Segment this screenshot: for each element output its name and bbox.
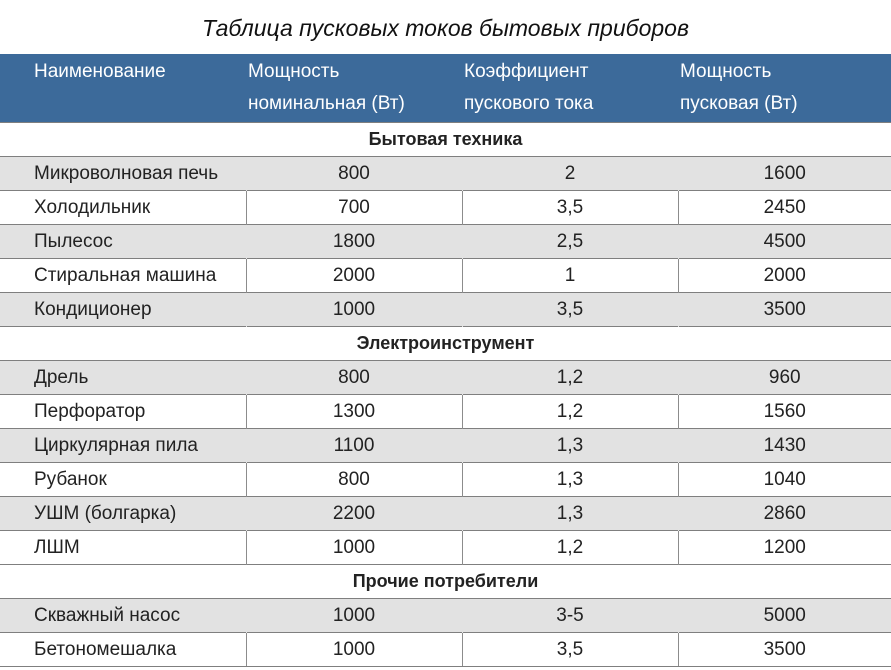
cell-name: Дрель	[0, 360, 246, 394]
header-starting-power	[678, 54, 891, 122]
header-nominal-power-line1: Мощность	[248, 61, 340, 82]
table-row	[0, 190, 891, 224]
section-label: Электроинструмент	[0, 326, 891, 360]
header-name	[0, 54, 246, 122]
table-body	[0, 122, 891, 666]
cell-nominal-power: 800	[246, 462, 462, 496]
table-row	[0, 156, 891, 190]
cell-coefficient: 3,5	[462, 632, 678, 666]
cell-name: Скважный насос	[0, 598, 246, 632]
section-row	[0, 122, 891, 156]
cell-nominal-power: 2200	[246, 496, 462, 530]
cell-coefficient: 1,3	[462, 496, 678, 530]
cell-coefficient: 3-5	[462, 598, 678, 632]
header-inrush-coefficient-line2: пускового тока	[464, 93, 594, 114]
cell-coefficient: 2,5	[462, 224, 678, 258]
cell-name: УШМ (болгарка)	[0, 496, 246, 530]
table-row	[0, 598, 891, 632]
table-row	[0, 428, 891, 462]
cell-nominal-power: 800	[246, 156, 462, 190]
section-label: Прочие потребители	[0, 564, 891, 598]
table-row	[0, 360, 891, 394]
cell-coefficient: 2	[462, 156, 678, 190]
cell-starting-power: 1560	[678, 394, 891, 428]
table-header	[0, 54, 891, 122]
cell-starting-power: 960	[678, 360, 891, 394]
table-row	[0, 462, 891, 496]
table-row	[0, 632, 891, 666]
header-nominal-power	[246, 54, 462, 122]
cell-nominal-power: 1000	[246, 292, 462, 326]
cell-coefficient: 1,3	[462, 462, 678, 496]
cell-coefficient: 1,2	[462, 394, 678, 428]
cell-nominal-power: 800	[246, 360, 462, 394]
cell-nominal-power: 1800	[246, 224, 462, 258]
cell-starting-power: 2000	[678, 258, 891, 292]
cell-coefficient: 1,2	[462, 530, 678, 564]
cell-starting-power: 1040	[678, 462, 891, 496]
cell-starting-power: 2450	[678, 190, 891, 224]
cell-starting-power: 1600	[678, 156, 891, 190]
section-label: Бытовая техника	[0, 122, 891, 156]
cell-nominal-power: 2000	[246, 258, 462, 292]
cell-name: Кондиционер	[0, 292, 246, 326]
cell-nominal-power: 1000	[246, 632, 462, 666]
cell-name: Микроволновая печь	[0, 156, 246, 190]
cell-name: Бетономешалка	[0, 632, 246, 666]
cell-name: Холодильник	[0, 190, 246, 224]
table-row	[0, 394, 891, 428]
header-row	[0, 54, 891, 122]
header-starting-power-line2: пусковая (Вт)	[680, 93, 798, 114]
header-inrush-coefficient	[462, 54, 678, 122]
cell-name: Пылесос	[0, 224, 246, 258]
cell-starting-power: 1430	[678, 428, 891, 462]
cell-nominal-power: 1100	[246, 428, 462, 462]
cell-name: Перфоратор	[0, 394, 246, 428]
cell-starting-power: 2860	[678, 496, 891, 530]
cell-nominal-power: 1000	[246, 598, 462, 632]
table-row	[0, 496, 891, 530]
section-row	[0, 326, 891, 360]
cell-starting-power: 3500	[678, 632, 891, 666]
cell-nominal-power: 700	[246, 190, 462, 224]
inrush-current-table	[0, 54, 891, 667]
header-starting-power-line1: Мощность	[680, 61, 772, 82]
cell-name: Стиральная машина	[0, 258, 246, 292]
cell-nominal-power: 1300	[246, 394, 462, 428]
cell-nominal-power: 1000	[246, 530, 462, 564]
header-inrush-coefficient-line1: Коэффициент	[464, 61, 589, 82]
header-name-line1: Наименование	[34, 61, 166, 82]
cell-starting-power: 1200	[678, 530, 891, 564]
table-row	[0, 292, 891, 326]
cell-coefficient: 1,3	[462, 428, 678, 462]
cell-starting-power: 3500	[678, 292, 891, 326]
cell-name: ЛШМ	[0, 530, 246, 564]
table-row	[0, 224, 891, 258]
header-nominal-power-line2: номинальная (Вт)	[248, 93, 405, 114]
table-row	[0, 258, 891, 292]
table-row	[0, 530, 891, 564]
page-title: Таблица пусковых токов бытовых приборов	[202, 14, 689, 41]
cell-coefficient: 3,5	[462, 190, 678, 224]
cell-coefficient: 1,2	[462, 360, 678, 394]
cell-starting-power: 4500	[678, 224, 891, 258]
cell-name: Циркулярная пила	[0, 428, 246, 462]
cell-starting-power: 5000	[678, 598, 891, 632]
section-row	[0, 564, 891, 598]
cell-name: Рубанок	[0, 462, 246, 496]
cell-coefficient: 3,5	[462, 292, 678, 326]
cell-coefficient: 1	[462, 258, 678, 292]
